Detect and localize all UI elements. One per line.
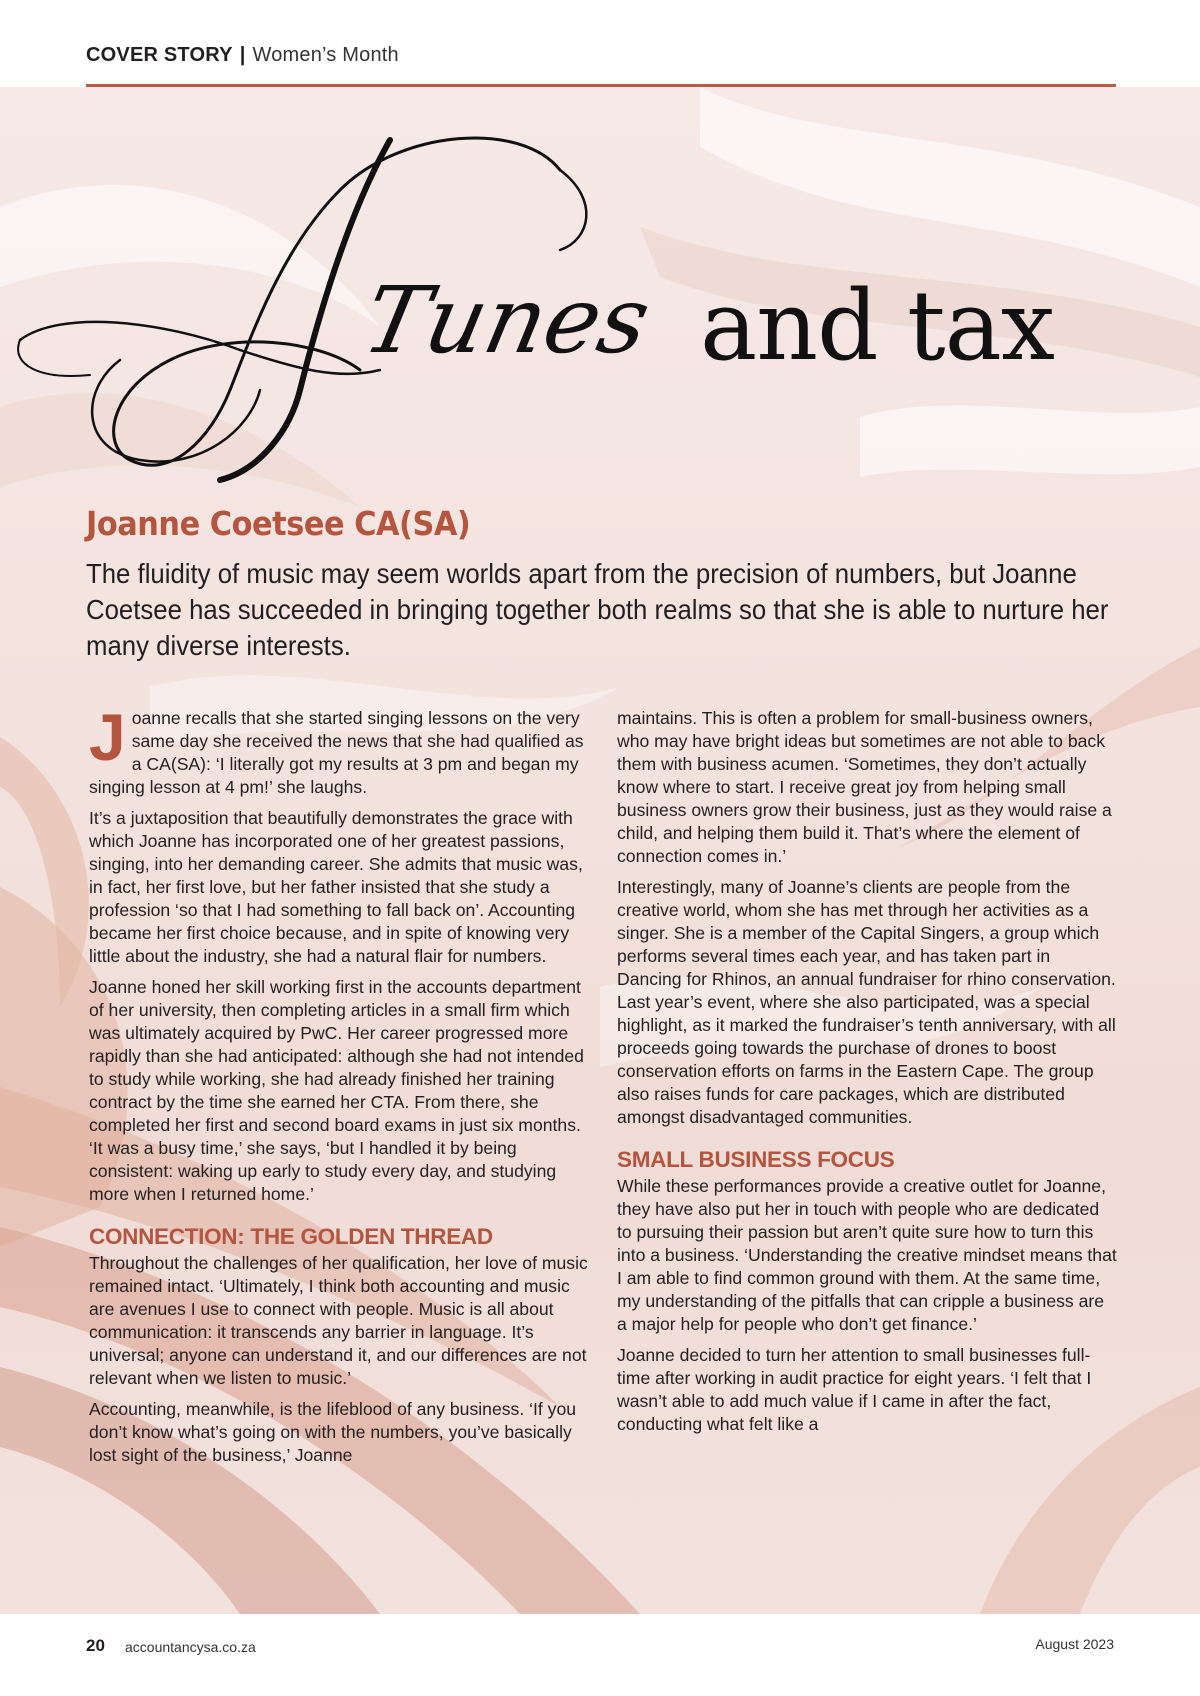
title-rest: and tax [700,270,1054,382]
page-number: 20 [86,1636,105,1655]
paragraph-6: maintains. This is often a problem for small-business owners, who may have bright ideas but sometimes are not able to back them with business acumen. ‘Sometimes, they don’t actually know where to start. I receive great joy from helping small business owners grow their business, just as they would raise a child, and helping them build it. That’s where the element of connection comes in.’ [617,708,1112,866]
left-column [89,700,589,1475]
paragraph-4: Throughout the challenges of her qualification, her love of music remained intact. ‘Ultimately, I think both accounting and music are avenues I use to connect with people. Music is all about communication: it transcends any barrier in language. It’s universal; anyone can understand it, and our differences are not relevant when we listen to music.’ [89,1253,588,1388]
paragraph-1 [89,700,589,799]
drop-cap: J [89,700,126,774]
right-column [617,707,1117,1444]
header-section: COVER STORY [86,44,233,66]
section-heading-small-business: SMALL BUSINESS FOCUS [617,1147,895,1172]
paragraph-5: Accounting, meanwhile, is the lifeblood of any business. ‘If you don’t know what’s going on with the numbers, you’ve basically lost sight of the business,’ Joanne [89,1399,577,1465]
footer-site: accountancysa.co.za [125,1639,256,1655]
header-separator: | [239,44,246,66]
section-heading-connection: CONNECTION: THE GOLDEN THREAD [89,1224,493,1249]
title-script-word: Tunes [354,266,659,374]
paragraph-3: Joanne honed her skill working first in the accounts department of her university, then completing articles in a small firm which was ultimately acquired by PwC. Her career progressed more rapidly than she had anticipated: although she had not intended to study while working, she had already finished her training contract by the time she earned her CTA. From there, she completed her first and second board exams in just six months. ‘It was a busy time,’ she says, ‘but I handled it by being consistent: waking up early to study every day, and studying more when I returned home.’ [89,977,584,1204]
running-header [86,44,399,78]
footer-date: August 2023 [1035,1636,1114,1652]
paragraph-8: While these performances provide a creative outlet for Joanne, they have also put her in touch with people who are dedicated to pursuing their passion but aren’t quite sure how to turn this into a business. ‘Understanding the creative mindset means that I am able to find common ground with them. At the same time, my understanding of the pitfalls that can cripple a business are a major help for people who don’t get finance.’ [617,1176,1117,1334]
header-rule [86,84,1116,87]
standfirst: The fluidity of music may seem worlds apart from the precision of numbers, but Joanne Coetsee has succeeded in bringing together both realms so that she is able to nurture her many diverse interests. [86,558,1109,661]
author-name: Joanne Coetsee CA(SA) [86,504,471,543]
paragraph-9: Joanne decided to turn her attention to small businesses full-time after working in audit practice for eight years. ‘I felt that I wasn’t able to add much value if I came in after the fact, conducting what felt like a [617,1345,1092,1434]
paragraph-2: It’s a juxtaposition that beautifully demonstrates the grace with which Joanne has incorporated one of her greatest passions, singing, into her demanding career. She admits that music was, in fact, her first love, but her father insisted that she study a profession ‘so that I had something to fall back on’. Accounting became her first choice because, and in spite of knowing very little about the industry, she had a natural flair for numbers. [89,808,583,966]
paragraph-1-text: oanne recalls that she started singing lessons on the very same day she received the news that she had qualified as a CA(SA): ‘I literally got my results at 3 pm and began my singing lesson at 4 pm!’ she laughs. [89,708,584,797]
header-subsection: Women’s Month [252,44,399,66]
paragraph-7: Interestingly, many of Joanne’s clients are people from the creative world, whom she has met through her activities as a singer. She is a member of the Capital Singers, a group which performs several times each year, and has taken part in Dancing for Rhinos, an annual fundraiser for rhino conservation. Last year’s event, where she also participated, was a special highlight, as it marked the fundraiser’s tenth anniversary, with all proceeds going towards the purchase of drones to boost conservation efforts on farms in the Eastern Cape. The group also raises funds for care packages, which are distributed amongst disadvantaged communities. [617,877,1116,1127]
